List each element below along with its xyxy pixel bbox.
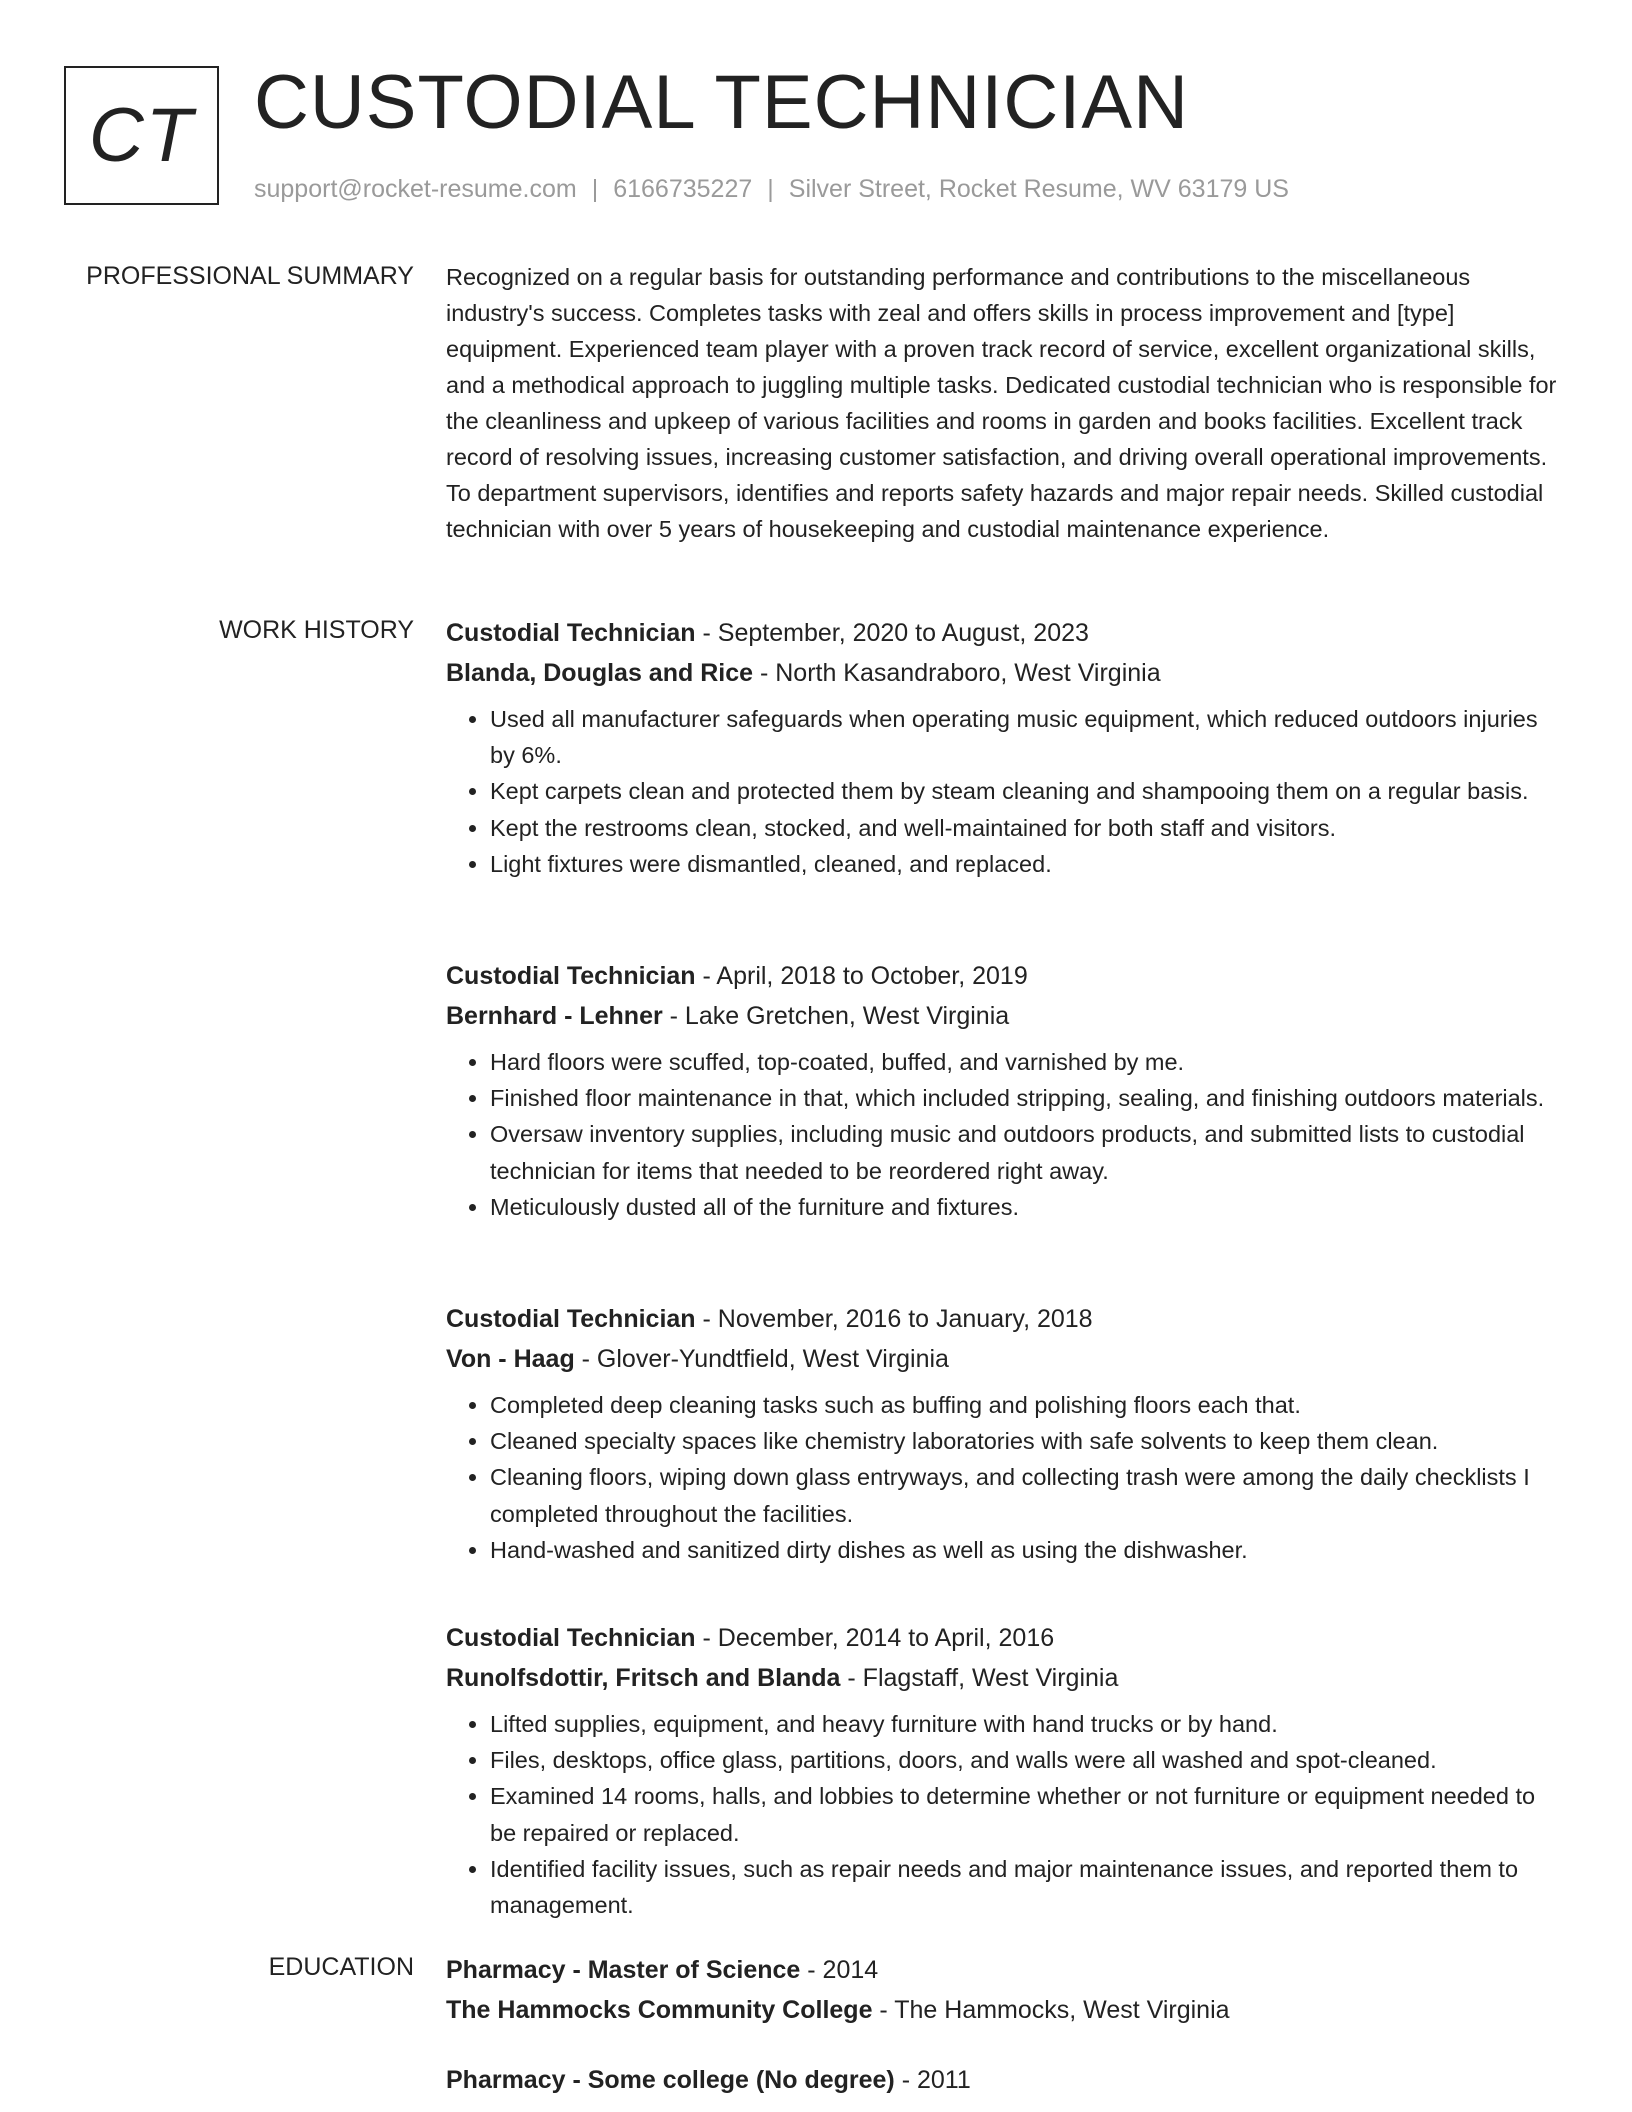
job-bullet: • Completed deep cleaning tasks such as buffing and polishing floors each that.: [490, 1387, 1562, 1423]
job-title-line: [446, 1618, 1562, 1658]
education-degree-line: [446, 2060, 1562, 2100]
contact-email: support@rocket-resume.com: [254, 175, 577, 203]
job-bullet: • Meticulously dusted all of the furniture and fixtures.: [490, 1189, 1562, 1225]
job-title-line: [446, 956, 1562, 996]
job-bullets: [446, 1044, 1562, 1225]
education-year: - 2011: [894, 2066, 971, 2094]
job-location: - Flagstaff, West Virginia: [840, 1664, 1119, 1692]
job-company-line: [446, 653, 1562, 693]
job-dates: - November, 2016 to January, 2018: [695, 1305, 1093, 1333]
job-dates: - September, 2020 to August, 2023: [695, 619, 1089, 647]
job-bullet: • Files, desktops, office glass, partitions, doors, and walls were all washed and spot-cleaned.: [490, 1742, 1562, 1778]
job-bullets: [446, 1706, 1562, 1923]
job-bullet: • Identified facility issues, such as repair needs and major maintenance issues, and reported them to management.: [490, 1851, 1562, 1923]
section-label-summary: PROFESSIONAL SUMMARY: [86, 262, 414, 290]
contact-separator: |: [591, 175, 599, 203]
candidate-name: CUSTODIAL TECHNICIAN: [254, 60, 1189, 145]
contact-line: [254, 172, 1289, 206]
job-bullet: • Used all manufacturer safeguards when operating music equipment, which reduced outdoors injuries by 6%.: [490, 701, 1562, 773]
job-company: Von - Haag: [446, 1345, 575, 1373]
job-entry: [446, 613, 1562, 882]
job-bullet: • Examined 14 rooms, halls, and lobbies to determine whether or not furniture or equipment needed to be repaired or replaced.: [490, 1778, 1562, 1850]
job-company: Blanda, Douglas and Rice: [446, 659, 754, 687]
job-dates: - December, 2014 to April, 2016: [695, 1624, 1055, 1652]
job-entry: [446, 1618, 1562, 1923]
monogram-logo: CT: [64, 66, 219, 205]
contact-phone: 6166735227: [613, 175, 753, 203]
education-school-line: [446, 1990, 1562, 2030]
section-label-work-history: WORK HISTORY: [219, 616, 414, 644]
contact-separator: |: [767, 175, 774, 203]
job-bullet: • Cleaning floors, wiping down glass entryways, and collecting trash were among the daily checklists I completed throughout the facilities.: [490, 1459, 1562, 1531]
job-entry: [446, 956, 1562, 1225]
job-bullets: [446, 1387, 1562, 1568]
job-title: Custodial Technician: [446, 1624, 696, 1652]
job-bullet: • Hand-washed and sanitized dirty dishes as well as using the dishwasher.: [490, 1532, 1562, 1568]
education-entry: [446, 1950, 1562, 2030]
job-bullet: • Lifted supplies, equipment, and heavy furniture with hand trucks or by hand.: [490, 1706, 1562, 1742]
job-title-line: [446, 1299, 1562, 1339]
job-company-line: [446, 996, 1562, 1036]
education-entry: [446, 2060, 1562, 2100]
contact-address: Silver Street, Rocket Resume, WV 63179 US: [788, 175, 1289, 203]
education-degree: Pharmacy - Master of Science: [446, 1956, 801, 1984]
summary-text: Recognized on a regular basis for outstanding performance and contributions to the miscellaneous industry's success. Completes tasks with zeal and offers skills in process improvement and [type] equipment. Experienced team player with a proven track record of service, excellent organizational skills, and a methodical approach to juggling multiple tasks. Dedicated custodial technician who is responsible for the cleanliness and upkeep of various facilities and rooms in garden and books facilities. Excellent track record of resolving issues, increasing customer satisfaction, and driving overall operational improvements. To department supervisors, identifies and reports safety hazards and major repair needs. Skilled custodial technician with over 5 years of housekeeping and custodial maintenance experience.: [446, 264, 1557, 542]
section-label-education: EDUCATION: [268, 1953, 414, 1981]
job-title-line: [446, 613, 1562, 653]
education-year: - 2014: [800, 1956, 879, 1984]
job-title: Custodial Technician: [446, 619, 696, 647]
job-location: - Glover-Yundtfield, West Virginia: [574, 1345, 949, 1373]
education-degree: Pharmacy - Some college (No degree): [446, 2066, 895, 2094]
job-bullets: [446, 701, 1562, 882]
job-bullet: • Finished floor maintenance in that, which included stripping, sealing, and finishing outdoors materials.: [490, 1080, 1562, 1116]
summary-body: [446, 259, 1562, 547]
education-school: The Hammocks Community College: [446, 1996, 873, 2024]
job-title: Custodial Technician: [446, 962, 696, 990]
job-location: - North Kasandraboro, West Virginia: [753, 659, 1161, 687]
job-company: Runolfsdottir, Fritsch and Blanda: [446, 1664, 841, 1692]
job-bullet: • Kept carpets clean and protected them by steam cleaning and shampooing them on a regular basis.: [490, 773, 1562, 809]
job-entry: [446, 1299, 1562, 1568]
job-company: Bernhard - Lehner: [446, 1002, 663, 1030]
job-location: - Lake Gretchen, West Virginia: [662, 1002, 1010, 1030]
job-bullet: • Kept the restrooms clean, stocked, and well-maintained for both staff and visitors.: [490, 810, 1562, 846]
job-company-line: [446, 1339, 1562, 1379]
education-degree-line: [446, 1950, 1562, 1990]
job-title: Custodial Technician: [446, 1305, 696, 1333]
education-location: - The Hammocks, West Virginia: [872, 1996, 1230, 2024]
job-bullet: • Light fixtures were dismantled, cleaned, and replaced.: [490, 846, 1562, 882]
job-bullet: • Cleaned specialty spaces like chemistry laboratories with safe solvents to keep them clean.: [490, 1423, 1562, 1459]
job-company-line: [446, 1658, 1562, 1698]
job-bullet: • Hard floors were scuffed, top-coated, buffed, and varnished by me.: [490, 1044, 1562, 1080]
job-bullet: • Oversaw inventory supplies, including music and outdoors products, and submitted lists to custodial technician for items that needed to be reordered right away.: [490, 1116, 1562, 1188]
job-dates: - April, 2018 to October, 2019: [695, 962, 1028, 990]
